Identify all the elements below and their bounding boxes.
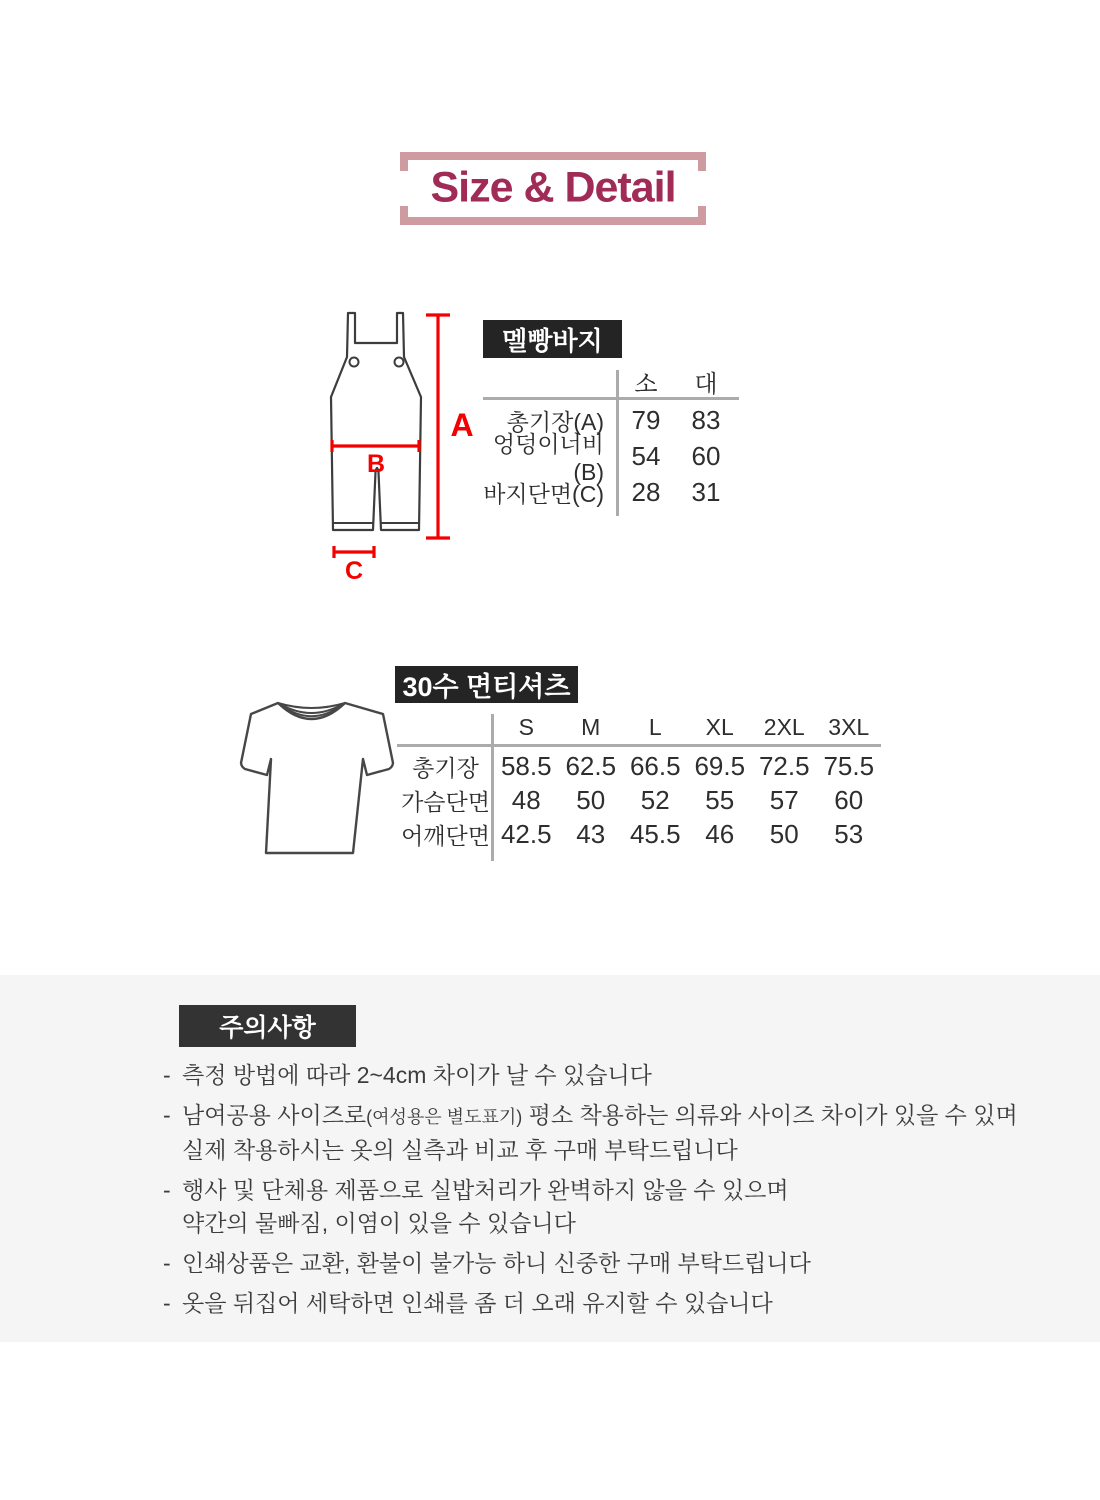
table-header-row xyxy=(397,711,881,743)
left-button xyxy=(350,358,359,367)
overalls-diagram xyxy=(320,300,480,585)
cell: 31 xyxy=(691,476,721,507)
cell: 75.5 xyxy=(823,750,875,781)
notice-text: 인쇄상품은 교환, 환불이 불가능 하니 신중한 구매 부탁드립니다 xyxy=(182,1250,811,1276)
cell: 53 xyxy=(834,818,864,849)
col-header: L xyxy=(648,713,662,740)
col-header: 3XL xyxy=(828,713,870,740)
tshirt-outline xyxy=(241,703,393,853)
cell: 60 xyxy=(834,784,864,815)
notice-item xyxy=(163,1247,1063,1280)
table-row xyxy=(397,749,881,783)
col-header: S xyxy=(518,713,534,740)
cell: 57 xyxy=(769,784,799,815)
col-header: 2XL xyxy=(763,713,805,740)
cell: 54 xyxy=(631,440,661,471)
title-frame-top-bar xyxy=(400,152,706,160)
row-label: 가슴단면 xyxy=(401,788,490,815)
cell: 69.5 xyxy=(694,750,746,781)
row-label: 바지단면(C) xyxy=(483,480,604,507)
row-label: 총기장(A) xyxy=(506,408,604,435)
notice-item xyxy=(163,1287,1063,1320)
cell: 83 xyxy=(691,404,721,435)
col-header: 소 xyxy=(634,370,658,398)
cell: 62.5 xyxy=(565,750,617,781)
bullet-dash: - xyxy=(163,1177,171,1203)
cell: 43 xyxy=(576,818,606,849)
title-frame-bottom-bar xyxy=(400,217,706,225)
notices-section xyxy=(0,975,1100,1342)
col-header: M xyxy=(581,713,601,740)
bullet-dash: - xyxy=(163,1290,171,1316)
cell: 79 xyxy=(631,404,661,435)
cell: 55 xyxy=(705,784,735,815)
row-label: 총기장 xyxy=(412,754,479,781)
row-label: 엉덩이너비(B) xyxy=(492,431,604,485)
cell: 52 xyxy=(640,784,670,815)
measure-label-a: A xyxy=(450,407,474,443)
cell: 72.5 xyxy=(758,750,810,781)
table-row xyxy=(483,474,739,510)
page-title: Size & Detail xyxy=(430,163,676,212)
notices-label: 주의사항 xyxy=(179,1005,356,1047)
notice-item xyxy=(163,1059,1063,1092)
cell: 60 xyxy=(691,440,721,471)
cell: 50 xyxy=(769,818,799,849)
table-row xyxy=(397,817,881,851)
tshirt-diagram xyxy=(233,683,405,863)
title-frame xyxy=(400,152,706,225)
table-header-row xyxy=(483,366,739,396)
overalls-size-table xyxy=(483,368,739,518)
notice-text: 실제 착용하시는 옷의 실측과 비교 후 구매 부탁드립니다 xyxy=(182,1137,738,1163)
notice-text: 측정 방법에 따라 2~4cm 차이가 날 수 있습니다 xyxy=(182,1062,652,1088)
bullet-dash: - xyxy=(163,1250,171,1276)
row-label: 어깨단면 xyxy=(401,822,490,849)
measure-label-c: C xyxy=(344,557,364,585)
notice-item xyxy=(163,1099,1063,1167)
notice-text: 행사 및 단체용 제품으로 실밥처리가 완벽하지 않을 수 있으며 xyxy=(182,1177,789,1203)
overalls-section-label: 멜빵바지 xyxy=(483,320,622,358)
col-header: 대 xyxy=(694,370,718,398)
overalls-outline xyxy=(331,313,421,530)
cell: 66.5 xyxy=(629,750,681,781)
table-header-divider xyxy=(397,744,881,747)
notice-text-small: (여성용은 별도표기) xyxy=(366,1107,523,1127)
tshirt-section-label: 30수 면티셔츠 xyxy=(395,666,578,703)
cell: 45.5 xyxy=(629,818,681,849)
notices-list xyxy=(163,1059,1063,1327)
notice-item xyxy=(163,1174,1063,1240)
cell: 48 xyxy=(511,784,541,815)
table-row xyxy=(483,431,739,485)
right-button xyxy=(395,358,404,367)
notice-text: 옷을 뒤집어 세탁하면 인쇄를 좀 더 오래 유지할 수 있습니다 xyxy=(182,1290,773,1316)
table-row xyxy=(397,783,881,817)
notice-text: 남여공용 사이즈로(여성용은 별도표기) 평소 착용하는 의류와 사이즈 차이가 있을 수 있며 xyxy=(182,1102,1018,1128)
cell: 46 xyxy=(705,818,735,849)
measure-line-a xyxy=(426,315,450,538)
bullet-dash: - xyxy=(163,1102,171,1128)
cell: 58.5 xyxy=(500,750,552,781)
cell: 42.5 xyxy=(500,818,552,849)
cell: 50 xyxy=(576,784,606,815)
col-header: XL xyxy=(705,713,734,740)
measure-label-b: B xyxy=(366,450,386,478)
bullet-dash: - xyxy=(163,1062,171,1088)
notice-text: 약간의 물빠짐, 이염이 있을 수 있습니다 xyxy=(182,1210,576,1236)
tshirt-size-table xyxy=(397,711,881,863)
cell: 28 xyxy=(631,476,661,507)
